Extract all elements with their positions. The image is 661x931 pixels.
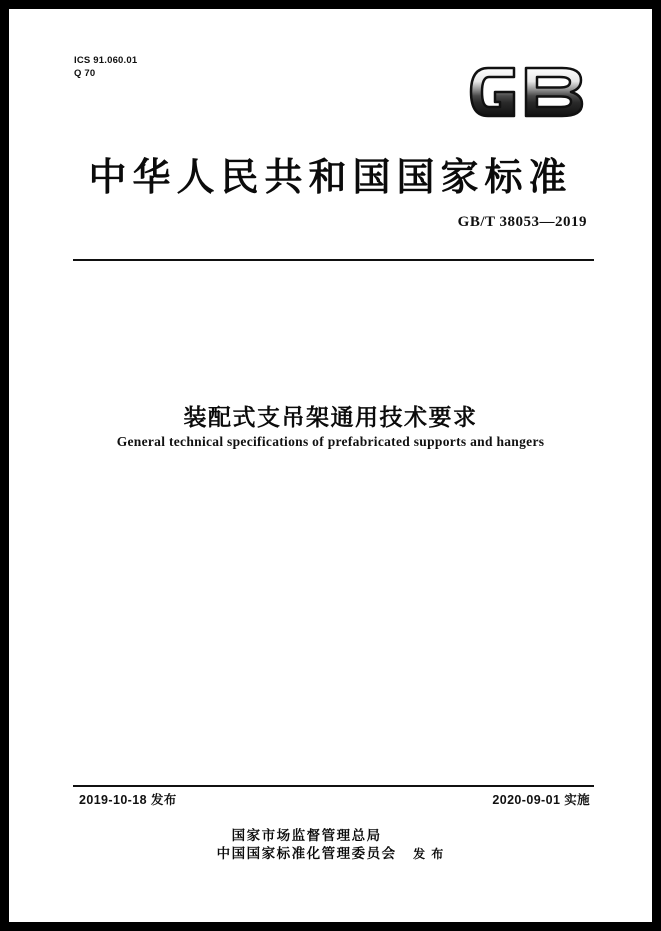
page-title: 中华人民共和国国家标准 — [88, 155, 573, 199]
issuer-block — [9, 827, 652, 863]
issuer-names — [217, 827, 397, 863]
classification-code: Q 70 — [74, 68, 96, 79]
effective-date: 2020-09-01 实施 — [492, 793, 590, 807]
divider-bottom — [73, 785, 594, 787]
document-subtitle-english: General technical specifications of prefabricated supports and hangers — [116, 434, 545, 449]
ics-code: ICS 91.060.01 — [74, 55, 138, 66]
standard-number: GB/T 38053—2019 — [457, 214, 587, 230]
issuer-line-1: 国家市场监督管理总局 — [231, 828, 382, 844]
issuer-line-2: 中国国家标准化管理委员会 — [216, 846, 397, 862]
cover-content — [9, 9, 652, 922]
document-title: 装配式支吊架通用技术要求 — [183, 405, 478, 431]
gb-logo-icon — [464, 53, 594, 131]
standard-cover-page — [9, 9, 652, 922]
ics-classification-block — [74, 54, 137, 80]
issue-date: 2019-10-18 发布 — [79, 793, 177, 807]
divider-top — [73, 259, 594, 261]
publish-label: 发 布 — [413, 847, 445, 861]
